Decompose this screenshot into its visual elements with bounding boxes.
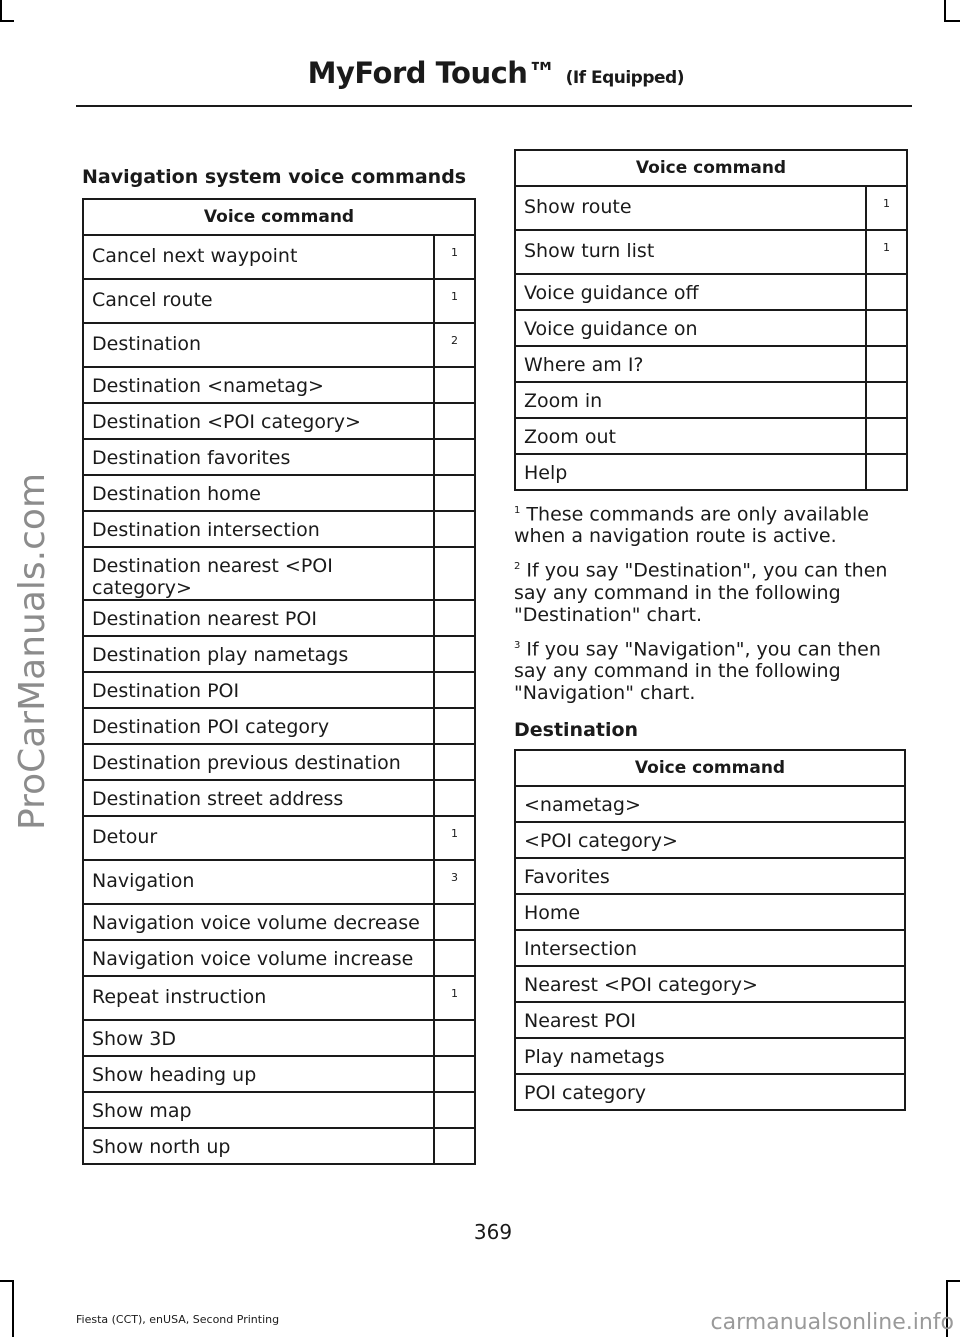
command-cell: Show 3D	[83, 1020, 434, 1056]
table-header: Voice command	[515, 750, 905, 786]
command-cell: Nearest POI	[515, 1002, 905, 1038]
table-row	[83, 940, 475, 976]
table-row	[515, 186, 907, 230]
command-cell: POI category	[515, 1074, 905, 1110]
command-cell: Play nametags	[515, 1038, 905, 1074]
footnote-ref-cell	[434, 403, 475, 439]
footnote-ref-cell	[434, 904, 475, 940]
command-cell: Repeat instruction	[83, 976, 434, 1020]
footnote-ref-cell	[434, 547, 475, 600]
table-row	[83, 904, 475, 940]
footnote-ref-cell	[434, 744, 475, 780]
table-row	[83, 672, 475, 708]
command-cell: Destination street address	[83, 780, 434, 816]
table-row	[515, 822, 905, 858]
table-row	[83, 816, 475, 860]
table-header: Voice command	[83, 199, 475, 235]
table-row	[83, 235, 475, 279]
footnote-ref-cell	[866, 382, 907, 418]
footnote-ref-cell: 1	[434, 816, 475, 860]
footnote-ref-cell: 1	[434, 279, 475, 323]
footnote-ref-cell	[434, 672, 475, 708]
command-cell: Destination POI category	[83, 708, 434, 744]
command-cell: Where am I?	[515, 346, 866, 382]
page-subtitle: (If Equipped)	[565, 68, 684, 88]
footnote-ref-cell	[434, 511, 475, 547]
table-row	[515, 1074, 905, 1110]
footnote-ref-cell	[434, 780, 475, 816]
section-heading-navigation: Navigation system voice commands	[82, 166, 467, 188]
table-row	[83, 744, 475, 780]
table-row	[83, 1020, 475, 1056]
footnote-ref-cell: 3	[434, 860, 475, 904]
footnote-ref-cell	[434, 600, 475, 636]
footnote: $^2$ If you say "Destination", you can then say any command in the following "Destination" chart.	[514, 559, 888, 626]
side-watermark: ProCarManuals.com	[12, 472, 53, 830]
command-cell: Show north up	[83, 1128, 434, 1164]
table-row	[515, 894, 905, 930]
command-cell: Voice guidance off	[515, 274, 866, 310]
table-header: Voice command	[515, 150, 907, 186]
footnote-ref-cell	[434, 1092, 475, 1128]
command-cell: Destination favorites	[83, 439, 434, 475]
command-cell: Destination intersection	[83, 511, 434, 547]
table-row	[515, 230, 907, 274]
footnote-ref-cell	[434, 439, 475, 475]
table-row	[515, 454, 907, 490]
command-cell: <POI category>	[515, 822, 905, 858]
footnote-ref-cell	[434, 1020, 475, 1056]
command-cell: Show heading up	[83, 1056, 434, 1092]
table-row	[83, 511, 475, 547]
command-cell: Help	[515, 454, 866, 490]
footer-info: Fiesta (CCT), enUSA, Second Printing	[76, 1313, 280, 1326]
command-cell: Detour	[83, 816, 434, 860]
table-row	[83, 780, 475, 816]
command-cell: Destination play nametags	[83, 636, 434, 672]
command-cell: Show map	[83, 1092, 434, 1128]
crop-mark	[0, 20, 14, 22]
command-cell: Show turn list	[515, 230, 866, 274]
footnotes	[514, 500, 910, 713]
table-row	[83, 1056, 475, 1092]
command-cell: Destination nearest POI	[83, 600, 434, 636]
table-row	[515, 310, 907, 346]
footnote-ref-cell: 1	[866, 186, 907, 230]
command-cell: Show route	[515, 186, 866, 230]
command-cell: Navigation voice volume increase	[83, 940, 434, 976]
destination-commands-table	[514, 749, 906, 1111]
table-row	[83, 547, 475, 600]
footer-watermark: carmanualsonline.info	[710, 1310, 954, 1335]
command-cell: Destination <nametag>	[83, 367, 434, 403]
table-row	[515, 786, 905, 822]
footnote-ref-cell	[434, 1056, 475, 1092]
crop-mark	[946, 1280, 960, 1282]
command-cell: Destination POI	[83, 672, 434, 708]
table-row	[515, 418, 907, 454]
command-cell: Destination <POI category>	[83, 403, 434, 439]
table-row	[83, 708, 475, 744]
table-row	[83, 367, 475, 403]
command-cell: <nametag>	[515, 786, 905, 822]
crop-mark	[0, 0, 2, 22]
table-row	[515, 930, 905, 966]
table-row	[515, 274, 907, 310]
command-cell: Favorites	[515, 858, 905, 894]
table-row	[83, 323, 475, 367]
footnote-ref-cell	[434, 475, 475, 511]
crop-mark	[944, 0, 946, 22]
command-cell: Navigation	[83, 860, 434, 904]
footnote-ref-cell	[434, 708, 475, 744]
table-row	[83, 403, 475, 439]
crop-mark	[944, 20, 960, 22]
table-row	[515, 1002, 905, 1038]
header-rule	[76, 105, 912, 107]
command-cell: Navigation voice volume decrease	[83, 904, 434, 940]
footnote-ref-cell	[434, 367, 475, 403]
command-cell: Cancel next waypoint	[83, 235, 434, 279]
command-cell: Destination	[83, 323, 434, 367]
command-cell: Voice guidance on	[515, 310, 866, 346]
command-cell: Destination nearest <POI category>	[83, 547, 434, 600]
table-row	[83, 1128, 475, 1164]
footnote-ref-cell: 1	[434, 976, 475, 1020]
footnote-ref-cell	[866, 346, 907, 382]
table-row	[83, 860, 475, 904]
command-cell: Intersection	[515, 930, 905, 966]
command-cell: Destination home	[83, 475, 434, 511]
command-cell: Cancel route	[83, 279, 434, 323]
footnote: $^3$ If you say "Navigation", you can then say any command in the following "Navigation" chart.	[514, 637, 881, 704]
command-cell: Nearest <POI category>	[515, 966, 905, 1002]
section-heading-destination: Destination	[514, 719, 639, 741]
footnote-ref-cell	[434, 940, 475, 976]
table-row	[83, 279, 475, 323]
crop-mark	[12, 1280, 14, 1337]
table-row	[83, 600, 475, 636]
footnote-ref-cell	[866, 274, 907, 310]
footnote-ref-cell: 1	[866, 230, 907, 274]
table-row	[83, 439, 475, 475]
command-cell: Destination previous destination	[83, 744, 434, 780]
command-cell: Zoom in	[515, 382, 866, 418]
page-number: 369	[473, 1220, 513, 1244]
footnote-ref-cell	[434, 1128, 475, 1164]
table-row	[83, 1092, 475, 1128]
footnote-ref-cell	[866, 454, 907, 490]
table-row	[83, 976, 475, 1020]
table-row	[515, 382, 907, 418]
page-title: MyFord Touch™ (If Equipped)	[307, 56, 684, 90]
navigation-commands-table	[82, 198, 476, 1165]
command-cell: Zoom out	[515, 418, 866, 454]
footnote-ref-cell: 2	[434, 323, 475, 367]
navigation-commands-table-continued	[514, 149, 908, 491]
table-row	[515, 966, 905, 1002]
table-row	[83, 475, 475, 511]
table-row	[515, 1038, 905, 1074]
table-row	[83, 636, 475, 672]
footnote-ref-cell	[434, 636, 475, 672]
footnote-ref-cell	[866, 310, 907, 346]
table-row	[515, 346, 907, 382]
command-cell: Home	[515, 894, 905, 930]
footnote-ref-cell: 1	[434, 235, 475, 279]
footnote: $^1$ These commands are only available when a navigation route is active.	[514, 503, 869, 548]
footnote-ref-cell	[866, 418, 907, 454]
table-row	[515, 858, 905, 894]
